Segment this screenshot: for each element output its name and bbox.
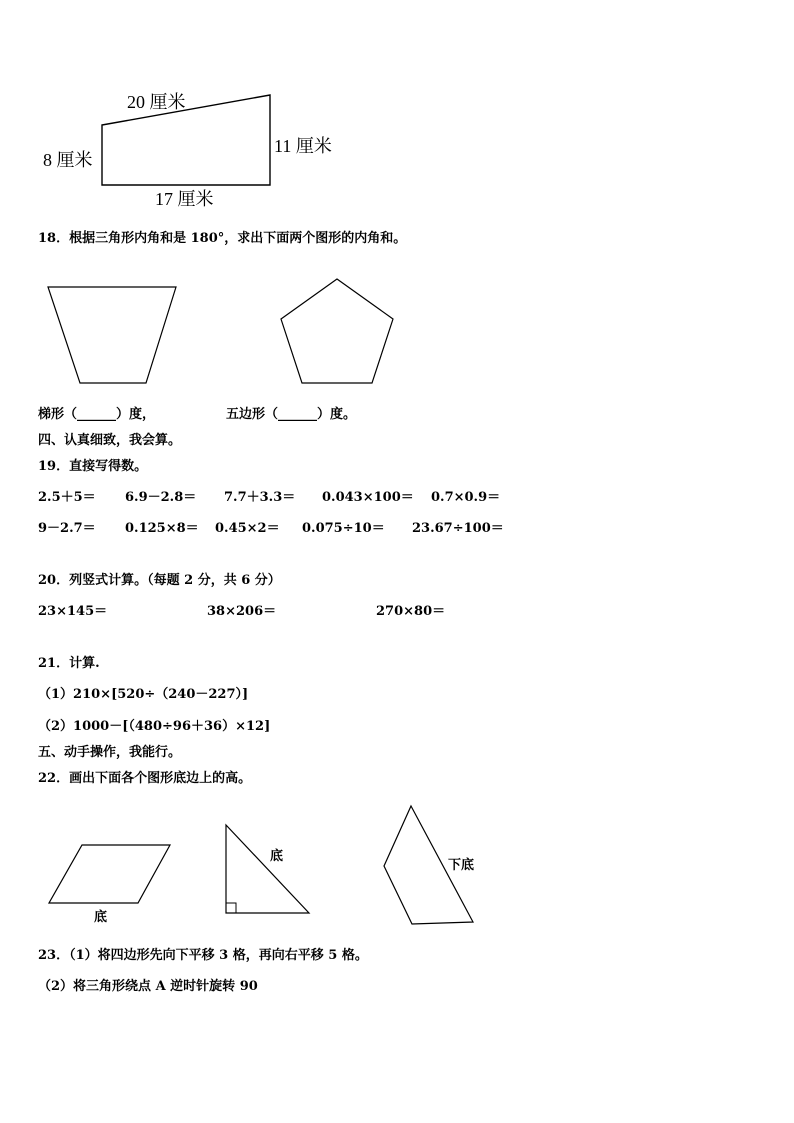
section-4-heading: 四、认真细致，我会算。 bbox=[38, 433, 182, 448]
trapezoid-top-label: 20 厘米 bbox=[127, 92, 186, 112]
q19-r1-item-2: 6.9－2.8＝ bbox=[125, 490, 197, 505]
q19-r2-item-3: 0.45×2＝ bbox=[215, 521, 280, 536]
q19-r2-item-2: 0.125×8＝ bbox=[125, 521, 199, 536]
parallelogram-base-label: 底 bbox=[94, 909, 108, 924]
q18-pentagon-answer: 五边形（______）度。 bbox=[226, 407, 357, 422]
right-angle-mark bbox=[226, 903, 236, 913]
q20-item-2: 38×206＝ bbox=[207, 604, 277, 619]
q21-item-1: （1）210×[520÷（240－227）] bbox=[38, 687, 249, 702]
q19-r2-item-1: 9－2.7＝ bbox=[38, 521, 96, 536]
quad-lower-base-label: 下底 bbox=[448, 857, 475, 872]
q19-r1-item-3: 7.7＋3.3＝ bbox=[224, 490, 296, 505]
q20-prompt: 20．列竖式计算。（每题 2 分，共 6 分） bbox=[38, 573, 281, 588]
triangle-base-label: 底 bbox=[270, 848, 284, 863]
q19-prompt: 19．直接写得数。 bbox=[38, 459, 148, 474]
q18-prompt: 18．根据三角形内角和是 180°，求出下面两个图形的内角和。 bbox=[38, 231, 407, 246]
parallelogram-figure bbox=[49, 845, 170, 903]
section-5-heading: 五、动手操作，我能行。 bbox=[38, 745, 182, 760]
q19-r1-item-5: 0.7×0.9＝ bbox=[431, 490, 501, 505]
trapezoid-left-label: 8 厘米 bbox=[43, 150, 93, 170]
q19-r1-item-1: 2.5＋5＝ bbox=[38, 490, 96, 505]
trapezoid-right-label: 11 厘米 bbox=[274, 136, 332, 156]
q18-trapezoid-answer: 梯形（______）度， bbox=[38, 407, 156, 422]
q21-prompt: 21．计算. bbox=[38, 656, 100, 671]
trapezoid-figure bbox=[48, 287, 176, 383]
q20-item-1: 23×145＝ bbox=[38, 604, 108, 619]
q22-prompt: 22．画出下面各个图形底边上的高。 bbox=[38, 771, 252, 786]
right-triangle-figure bbox=[226, 825, 309, 913]
q19-r1-item-4: 0.043×100＝ bbox=[322, 490, 414, 505]
q23-item-1: 23．（1）将四边形先向下平移 3 格，再向右平移 5 格。 bbox=[38, 948, 368, 963]
q20-item-3: 270×80＝ bbox=[376, 604, 446, 619]
q19-r2-item-4: 0.075÷10＝ bbox=[302, 521, 385, 536]
trapezoid-bottom-label: 17 厘米 bbox=[155, 189, 214, 209]
q21-item-2: （2）1000－[（480÷96＋36）×12] bbox=[38, 719, 271, 734]
q19-r2-item-5: 23.67÷100＝ bbox=[412, 521, 504, 536]
q23-item-2: （2）将三角形绕点 A 逆时针旋转 90 bbox=[38, 979, 258, 994]
pentagon-figure bbox=[281, 279, 393, 383]
